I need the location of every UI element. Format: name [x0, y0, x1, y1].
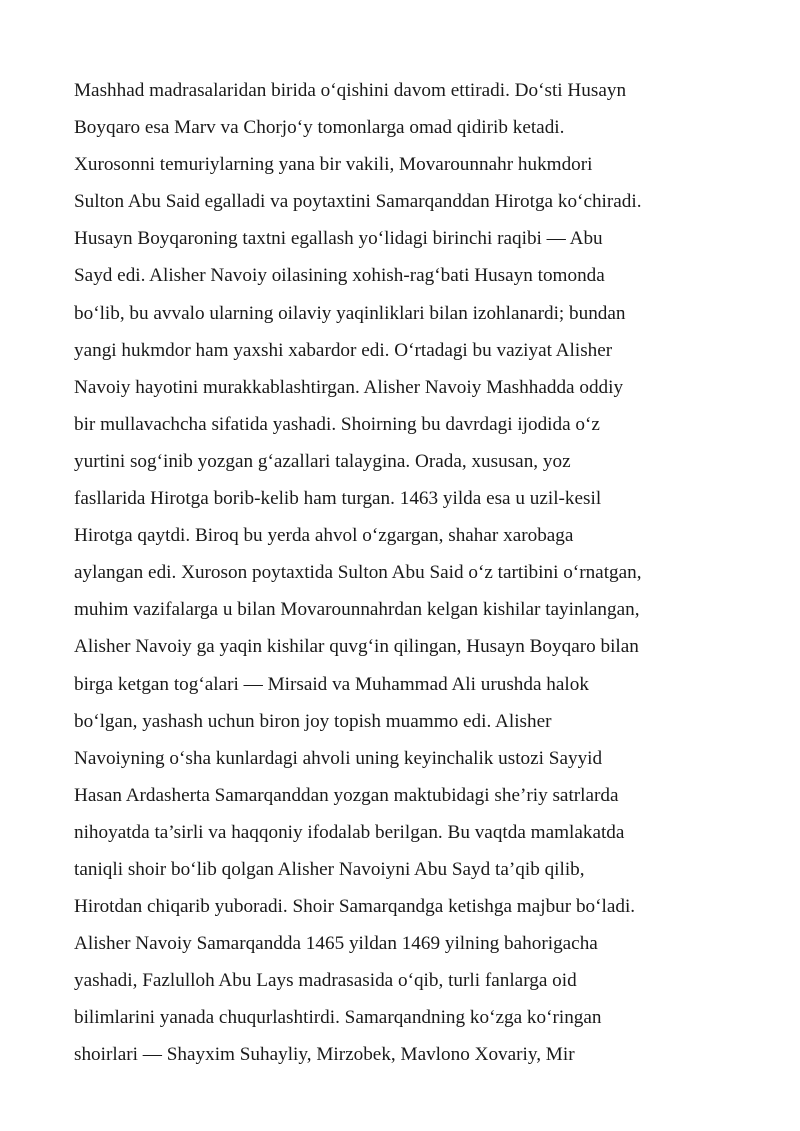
text-line: bir mullavachcha sifatida yashadi. Shoirning bu davrdagi ijodida o‘z: [74, 413, 600, 435]
text-line: shoirlari — Shayxim Suhayliy, Mirzobek, Mavlono Xovariy, Mir: [74, 1044, 575, 1066]
text-line: yangi hukmdor ham yaxshi xabardor edi. O‘rtadagi bu vaziyat Alisher: [74, 339, 613, 361]
text-line: bo‘lib, bu avvalo ularning oilaviy yaqinliklari bilan izohlanardi; bundan: [74, 302, 626, 324]
text-line: Sayd edi. Alisher Navoiy oilasining xohish-rag‘bati Husayn tomonda: [74, 265, 605, 287]
text-line: fasllarida Hirotga borib-kelib ham turgan. 1463 yilda esa u uzil-kesil: [74, 488, 602, 510]
text-line: Sulton Abu Said egalladi va poytaxtini Samarqanddan Hirotga ko‘chiradi.: [74, 191, 642, 213]
text-line: Alisher Navoiy Samarqandda 1465 yildan 1469 yilning bahorigacha: [74, 933, 598, 955]
text-line: Xurosonni temuriylarning yana bir vakili, Movarounnahr hukmdori: [74, 154, 593, 176]
text-line: bo‘lgan, yashash uchun biron joy topish muammo edi. Alisher: [74, 710, 552, 732]
text-line: Alisher Navoiy ga yaqin kishilar quvg‘in qilingan, Husayn Boyqaro bilan: [74, 636, 639, 658]
body-text: [74, 72, 734, 1074]
text-line: birga ketgan tog‘alari — Mirsaid va Muhammad Ali urushda halok: [74, 673, 589, 695]
text-line: muhim vazifalarga u bilan Movarounnahrdan kelgan kishilar tayinlangan,: [74, 599, 640, 621]
text-line: Boyqaro esa Marv va Chorjo‘y tomonlarga omad qidirib ketadi.: [74, 117, 565, 139]
text-line: Navoiyning o‘sha kunlardagi ahvoli uning keyinchalik ustozi Sayyid: [74, 747, 603, 769]
text-line: yurtini sog‘inib yozgan g‘azallari talaygina. Orada, xususan, yoz: [74, 450, 571, 472]
text-line: taniqli shoir bo‘lib qolgan Alisher Navoiyni Abu Sayd ta’qib qilib,: [74, 858, 585, 880]
text-line: Navoiy hayotini murakkablashtirgan. Alisher Navoiy Mashhadda oddiy: [74, 376, 624, 398]
text-line: Hirotdan chiqarib yuboradi. Shoir Samarqandga ketishga majbur bo‘ladi.: [74, 896, 636, 918]
text-line: aylangan edi. Xuroson poytaxtida Sulton Abu Said o‘z tartibini o‘rnatgan,: [74, 562, 642, 584]
text-line: bilimlarini yanada chuqurlashtirdi. Samarqandning ko‘zga ko‘ringan: [74, 1007, 602, 1029]
text-line: Mashhad madrasalaridan birida o‘qishini davom ettiradi. Do‘sti Husayn: [74, 80, 627, 101]
text-line: Hasan Ardasherta Samarqanddan yozgan maktubidagi she’riy satrlarda: [74, 784, 619, 806]
text-line: Hirotga qaytdi. Biroq bu yerda ahvol o‘zgargan, shahar xarobaga: [74, 525, 574, 547]
text-line: nihoyatda ta’sirli va haqqoniy ifodalab berilgan. Bu vaqtda mamlakatda: [74, 821, 625, 843]
text-line: yashadi, Fazlulloh Abu Lays madrasasida o‘qib, turli fanlarga oid: [74, 970, 577, 992]
text-line: Husayn Boyqaroning taxtni egallash yo‘lidagi birinchi raqibi — Abu: [74, 228, 603, 250]
